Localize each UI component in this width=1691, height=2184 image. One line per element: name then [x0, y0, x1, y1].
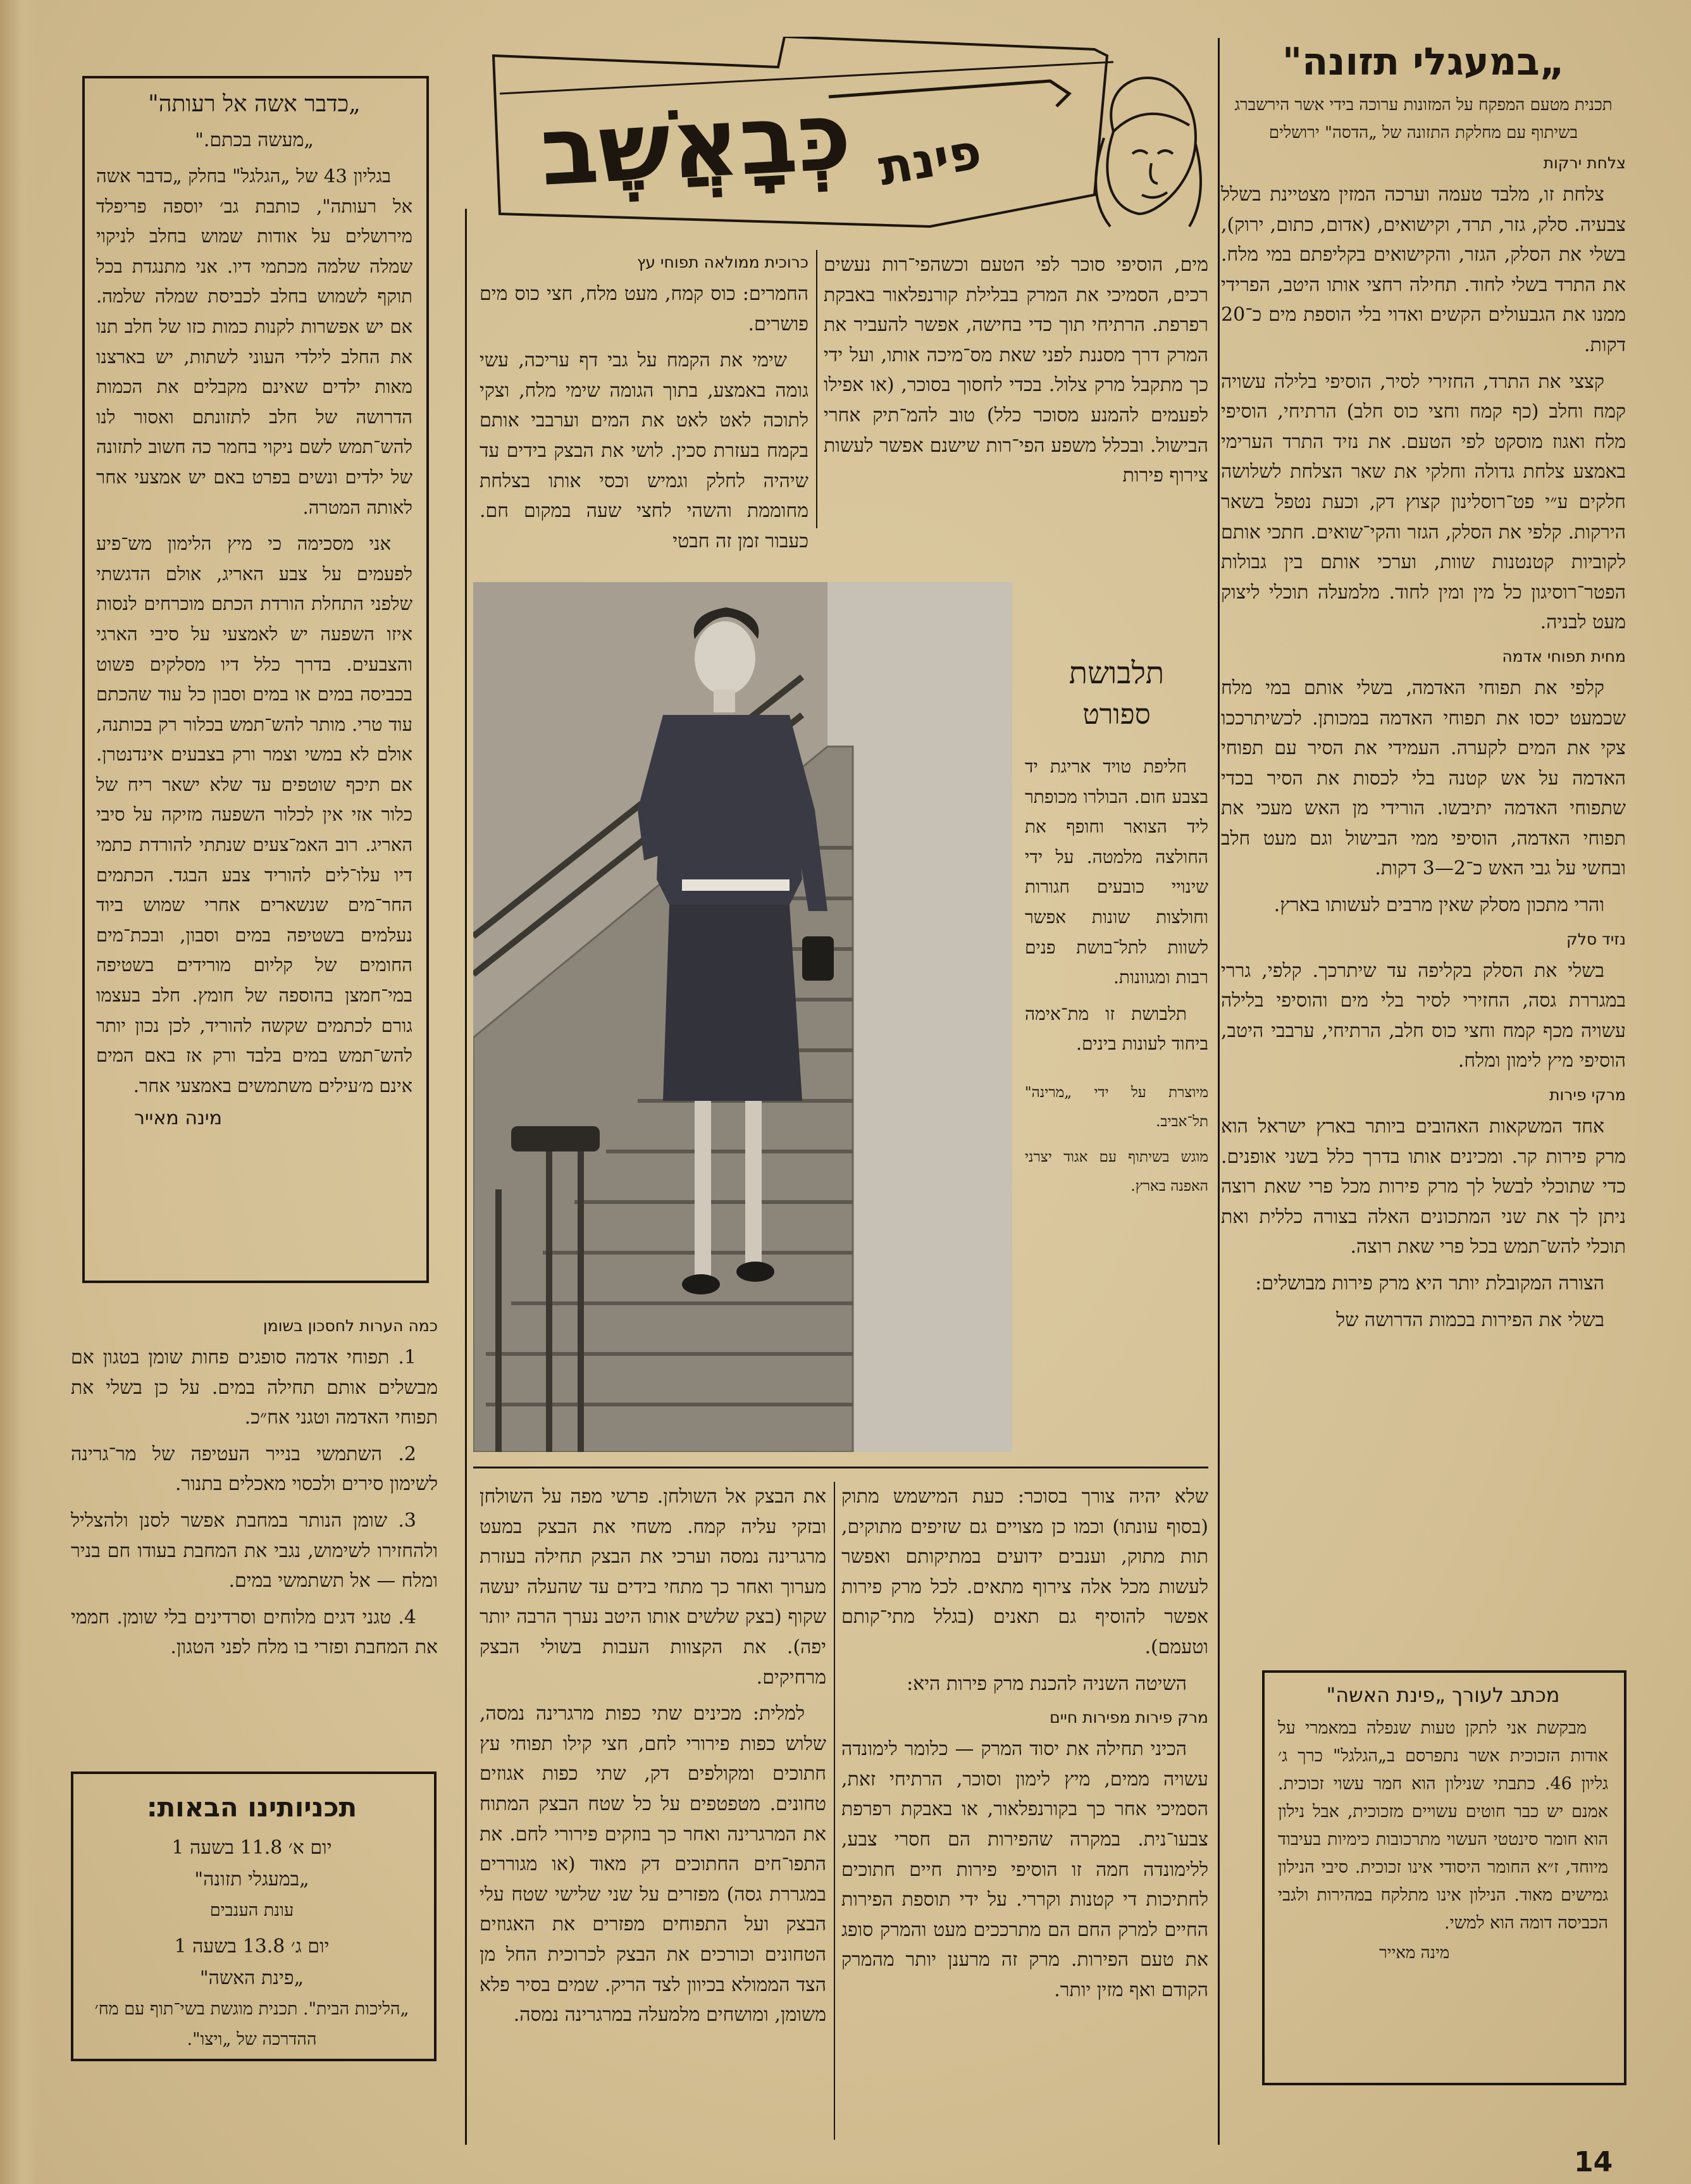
fashion-credit-1: מיוצרת על ידי „מרינה" תל־אביב.: [1025, 1084, 1208, 1130]
letter-title: מכתב לעורך „פינת האשה": [1326, 1683, 1560, 1707]
article-title: „כדבר אשה אל רעותה": [148, 91, 361, 117]
woman-on-stairs-image: [473, 582, 1012, 1452]
strudel-heading: כרוכית ממולאה תפוחי עץ: [636, 253, 808, 271]
recipe-paragraph: צלחת זו, מלבד טעמה וערכה המזין מצטיינת בשלל צבעיה. סלק, גזר, תרד, וקישואים, (אדום, כתום, ירוק), בשלי את הסלק, הגזר, והקישואים בקליפתם במי מלח. את התרד בשלי לחוד. תחילה רחצי אותו היטב, הפרידי ממנו את הגבעולים הקשים ואדוי בלי הוספת מים כ־20 דקות.: [1221, 183, 1626, 356]
recipe-paragraph: קצצי את התרד, החזירי לסיר, הוסיפי בלילה עשויה קמח וחלב (כף קמח וחצי כוס חלב) הרתיחי, הוסיפי מלח ואגוז מוסקט לפי הטעם. את נזיד התרד הערימי באמצע צלחת גדולה וחלקי את שאר הצלחת לשלושה חלקים ע״י פט־רוסלינון קצוץ דק, וכעת נטפל בשאר הירקות. קלפי את הסלק, הגזר והקי־שואים. חתכי אותם לקוביות קטנטנות שוות, וערכי אותם בין גבולות הפטר־רוסיגון כל מין ומין לחוד. מלמעלה תוכלי ליצוק מעט לבניה.: [1221, 370, 1626, 634]
strudel-method: שימי את הקמח על גבי דף עריכה, עשי גומה באמצע, בתוך הגומה שימי מלח, וצקי לתוכה לאט לאט את המים וערבבי אותם בקמח בעזרת סכין. לושי את הבצק בידים עד שיהיה לחלק וגמיש וכסי אותו בצלחת מחוממת והשהי לחצי שעה במקום חם. כעבור זמן זה חבטי: [480, 349, 808, 552]
fresh-fruit-soup-heading: מרק פירות מפירות חיים: [1050, 1708, 1208, 1727]
fashion-body-2: תלבושת זו מת־אימה ביחוד לעונות בינים.: [1025, 1003, 1208, 1055]
section-rule: [473, 1467, 1208, 1468]
fashion-credit-2: מוגש בשיתוף עם אגוד יצרני האפנה בארץ.: [1025, 1148, 1208, 1194]
recipe-paragraph: בשלי את הפירות בכמות הדרושה של: [1336, 1308, 1604, 1331]
recipe-paragraph: והרי מתכון מסלק שאין מרבים לעשותו בארץ.: [1273, 894, 1604, 917]
logo-title: כְּבָאֲשֶׁב: [538, 81, 854, 208]
tips-heading: כמה הערות לחסכון בשומן: [263, 1317, 438, 1335]
article-paragraph: אני מסכימה כי מיץ הלימון מש־פיע לפעמים על צבע האריג, אולם הדגשתי שלפני התחלת הורדת הכתם מוכרחים לנסות איזו השפעה יש לאמצעי על סיבי הארגי והצבעים. בדרך כלל דיו מסלקים פשוט בכביסה במים או במים וסבון כל עוד שהכתם עוד טרי. מותר להש־תמש בכלור רק בכותנה, אולם לא במשי וצמר ורק בצבעים אינדנטרן. אם תיכף שוטפים עד שלא ישאר ריח של כלור אזי אין לכלור השפעה מזיקה על סיבי האריג. רוב האמ־צעים שנתתי להורדת כתמי דיו עלו־לים להוריד צבע הבגד. הכתמים החר־מים שנשארים אחרי שמוש ביוד נעלמים בשטיפה במים וסבון, ובכת־מים החומים של קליום מורידים בשטיפה במי־חמצן בהוספה של חומץ. חלב בעצמו גורם לכתמים שקשה להוריד, לכן נכון יותר להש־תמש במים בלבד ורק אז באם המים אינם מ׳עילים משתמשים באמצעי אחר.: [96, 533, 412, 1096]
header-logo: [487, 37, 1208, 233]
recipe-paragraph: קלפי את תפוחי האדמה, בשלי אותם במי מלח שכמעט יכסו את תפוחי האדמה במכותן. לכשיתרככו צקי את המים לקערה. העמידי את הסיר עם תפוחי האדמה על אש קטנה בלי לכסות את הסיר בכדי שתפוחי האדמה יתיבשו. הורידי מן האש מעכי את תפוחי האדמה, הוסיפי ממי הבישול וגם מעט חלב ובחשי על גבי האש כ־2—3 דקות.: [1221, 676, 1626, 880]
schedule-item-time: יום ג׳ 13.8 בשעה 1: [174, 1935, 330, 1958]
schedule-item-name: „במעגלי תזונה": [194, 1868, 309, 1890]
column-rule: [465, 209, 467, 2145]
fashion-text: [1025, 652, 1208, 1207]
letter-body: מבקשת אני לתקן טעות שנפלה במאמרי על אודות הזכוכית אשר נתפרסם ב„הגלגל" כרך ג׳ גליון 46. כתבתי שנילון הוא חמר עשוי זכוכית. אמנם יש כבר חוטים עשויים מזכוכית, אבל נילון הוא חומר סינטטי העשוי מתרכובות כימיות בעיבוד מיוחד, ז״א החומר היסודי אינו זכוכית. סיבי הנילון גמישים מאוד. הנילון אינו מתלקח במהירות ולגבי הכביסה דומה הוא למשי.: [1278, 1718, 1608, 1933]
article-signature: מינה מאייר: [134, 1107, 223, 1130]
article-subtitle: „מעשה בכתם.": [195, 129, 314, 151]
nutrition-intro: תכנית מטעם המפקח על המזונות ערוכה בידי אשר הירשברג בשיתוף עם מחלקת התזונה של „הדסה" ירושלים: [1234, 96, 1613, 142]
page-number: 14: [1574, 2146, 1613, 2178]
fashion-body: חליפת טויד אריגת יד בצבע חום. הבולרו מכופתר ליד הצואר וחופף את החולצה מלמטה. על ידי שינויי כובעים חגורות וחולצות שונות אפשר לשוות לתל־בושת פנים רבות ומגוונות.: [1025, 756, 1208, 988]
fruit-soup-text: השיטה השניה להכנת מרק פירות היא:: [907, 1672, 1187, 1695]
recipe-paragraph: בשלי את הסלק בקליפה עד שיתרכך. קלפי, גררי במגררת גסה, החזירי לסיר בלי מים והוסיפי בלילה עשויה מכף קמח וחצי כוס חלב, הרתיחי, ערבבי היטב, הוסיפי מיץ לימון ומלח.: [1221, 959, 1626, 1072]
middle-bottom-right-col: [841, 1482, 1208, 2012]
fashion-title-2: ספורט: [1082, 698, 1151, 731]
recipe-heading: נזיד סלק: [1566, 929, 1626, 948]
tip-item: 2. השתמשי בנייר העטיפה של מר־גרינה לשימון סירים ולכסוי מאכלים בתנור.: [71, 1443, 438, 1496]
fruit-soup-continued: מים, הוסיפי סוכר לפי הטעם וכשהפי־רות נעשים רכים, הסמיכי את המרק בבלילת קורנפלאור באבקת רפרפת. הרתיחי תוך כדי בחישה, אפשר להעביר את המרק דרך מסננת לפני שאת מס־מיכה אותו, ועל ידי כך מתקבל מרק צלול. בכדי לחסוך בסוכר, (או אפילו לפעמים להמנע מסוכר כלל) טוב להמ־תיק אחרי הבישול. ובכלל משפע הפי־רות שישנם אפשר לעשות צירוף פירות: [824, 254, 1208, 487]
recipe-heading: צלחת ירקות: [1543, 154, 1626, 172]
tip-item: 3. שומן הנותר במחבת אפשר לסנן ולהצליל ולהחזירו לשימוש, נגבי את המחבת בעודו חם בניר ומלח — אל תשתמשי במים.: [71, 1509, 438, 1592]
middle-top-left-col: [480, 250, 808, 562]
strudel-filling: למלית: מכינים שתי כפות מרגרינה נמסה, שלוש כפות פירורי לחם, חצי קילו תפוחי עץ חתוכים ומקולפים דק, שתי כפות אגוזים טחונים. מטפטפים על כל שטח הבצק המתוח את המרגרינה ואחר כך בוזקים פירורי לחם. את התפו־חים החתוכים דק מאוד (או מגוררים במגררת גסה) מפזרים על שני שלישי שטח עלי הבצק ועל התפוחים מפזרים את האגוזים הטחונים וכורכים את הבצק לכרוכית החל מן הצד הממולא בכיוון לצד הריק. שמים בסיר פלא משומן, ומושחים מלמעלה במרגרינה נמסה.: [480, 1703, 826, 2026]
schedule-item-sub: עונת הענבים: [209, 1901, 294, 1920]
middle-bottom-left-col: [480, 1482, 826, 2037]
letter-content: [1278, 1678, 1608, 1963]
fruit-soup-text: שלא יהיה צורך בסוכר: כעת המישמש מתוק (בסוף עונתו) וכמו כן מצויים גם שזיפים מתוקים, תות מתוק, וענבים ידועים במתיקותם ואפשר לעשות מכל אלה צירוף מתאים. לכל מרק פירות אפשר להוסיף גם תאנים (בגלל מתי־קותם וטעמם).: [841, 1486, 1208, 1658]
recipe-paragraph: הצורה המקובלת יותר היא מרק פירות מבושלים:: [1255, 1272, 1604, 1294]
right-column: [1221, 37, 1626, 1341]
fashion-title-1: תלבושת: [1068, 655, 1165, 691]
page-fold-shadow: [0, 0, 38, 2184]
tip-item: 4. טגני דגים מלוחים וסרדינים בלי שומן. חממי את המחבת ופזרי בו מלח לפני הטגון.: [71, 1606, 438, 1659]
fat-saving-tips: [71, 1310, 438, 1669]
middle-top-right-col: [824, 250, 1208, 497]
fresh-fruit-soup-text: הכיני תחילה את יסוד המרק — כלומר לימונדה עשויה ממים, מיץ לימון וסוכר, הרתיחי זאת, הסמיכי אחר כך בקורנפלאור, או באבקת רפרפת צבעו־נית. במקרה שהפירות הם חסרי צבע, ללימונדה חמה זו הוסיפי פירות חיים חתוכים לחתיכות די קטנות וקררי. על ידי תוספת הפירות החיים למרק החם הם מתרככים מעט והמרק סופג את טעם הפירות. מרק זה מרענן יותר מהמרק הקודם ואף מזין יותר.: [841, 1738, 1208, 2001]
strudel-continued: את הבצק אל השולחן. פרשי מפה על השולחן ובזקי עליה קמח. משחי את הבצק במעט מרגרינה נמסה וערכי את הבצק תחילה בעזרת מערוך ואחר כך מתחי בידים עד שהעלה יעשה שקוף (בצק שלשים אותו היטב נערך הרבה יותר יפה). את הקצוות העבות בשולי הבצק מרחיקים.: [480, 1486, 826, 1689]
schedule-item-sub: „הליכות הבית". תכנית מוגשת בשי־תוף עם מח׳ ההדרכה של „ויצו".: [94, 1999, 409, 2049]
fashion-photo: [473, 582, 1012, 1452]
schedule-item-time: יום א׳ 11.8 בשעה 1: [171, 1837, 332, 1859]
column-rule: [816, 250, 817, 528]
recipe-heading: מחית תפוחי אדמה: [1502, 647, 1626, 666]
schedule-item-name: „פינת האשה": [199, 1967, 304, 1989]
article-paragraph: בגליון 43 של „הגלגל" בחלק „כדבר אשה אל רעותה", כותבת גב׳ יוספה פריפלד מירושלים על אודות שמוש בחלב לניקוי שמלה שלמה מכתמי דיו. אני מתנגדת בכל תוקף לשמוש בחלב לכביסת שמלה שלמה. אם יש אפשרות לקנות כמות כזו של חלב תנו את החלב לילדי העוני לשתות, יש בארצנו מאות ילדים שאינם מקבלים את הכמות הדרושה של חלב לתזונתם ואסור לנו להש־תמש לשם ניקוי בחמר כה חשוב לתזונה של ילדים ונשים בפרט באם יש אמצעי אחר לאותה המטרה.: [96, 165, 412, 518]
recipe-heading: מרקי פירות: [1549, 1086, 1626, 1105]
tip-item: 1. תפוחי אדמה סופגים פחות שומן בטגון אם מבשלים אותם תחילה במים. על כן בשלי את תפוחי האדמה וטגני אח״כ.: [71, 1346, 438, 1429]
nutrition-title: „במעגלי תזונה": [1282, 40, 1565, 84]
column-rule: [1218, 38, 1220, 2145]
strudel-ingredients: החמרים: כוס קמח, מעט מלח, חצי כוס מים פושרים.: [480, 283, 808, 335]
schedule-content: [82, 1785, 421, 2055]
letter-signature: מינה מאייר: [1379, 1944, 1450, 1963]
recipe-paragraph: אחד המשקאות האהובים ביותר בארץ ישראל הוא מרק פירות קר. ומכינים אותו בדרך כלל בשני אופנים. כדי שתוכלי לבשל לך מרק פירות מכל פרי שאת רוצה ניתן לך את שני המתכונים האלה בצורה כללית ואת תוכלי להש־תמש בכל פרי שאת רוצה.: [1221, 1115, 1626, 1258]
article-content: [96, 85, 412, 1129]
schedule-title: תכניותינו הבאות:: [146, 1792, 357, 1823]
column-rule: [834, 1482, 835, 2140]
logo-subtitle: פינת: [874, 123, 986, 197]
